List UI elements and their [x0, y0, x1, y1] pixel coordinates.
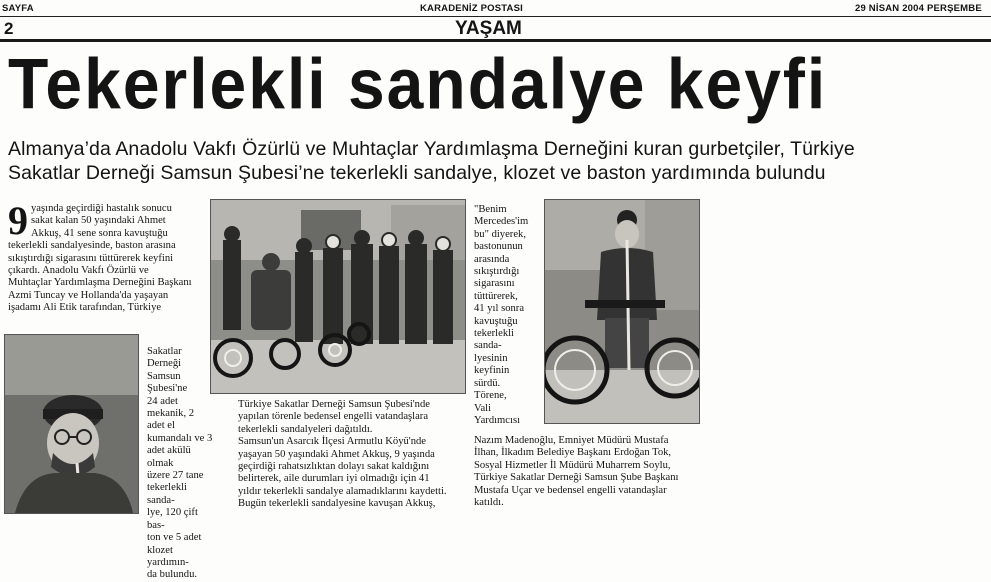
text-line: geçirdiği rahatsızlıktan dolayı sakat kaldığını: [238, 461, 430, 473]
column-1-narrow: [147, 346, 215, 582]
top-rule: [0, 16, 991, 17]
text-line: da bulundu.: [147, 569, 198, 581]
text-line: "Benim: [474, 204, 507, 215]
text-line: İlhan, İlkadım Belediye Başkanı Erdoğan Tok,: [474, 447, 672, 459]
text-line: katıldı.: [474, 497, 504, 509]
text-line: mekanik, 2: [147, 408, 195, 420]
issue-date: 29 NİSAN 2004 PERŞEMBE: [855, 3, 982, 14]
text-line: ton ve 5 adet: [147, 532, 202, 544]
text-line: adet el: [147, 420, 175, 432]
group-photo: [210, 199, 466, 394]
text-line: Türkiye Sakatlar Derneği Samsun Şubesi'nde: [238, 399, 430, 410]
text-line: Sosyal Hizmetler İl Müdürü Muharrem Soylu,: [474, 459, 671, 471]
text-line: arasında: [474, 253, 510, 265]
text-line: Şubesi'ne: [147, 383, 188, 395]
section-title: YAŞAM: [455, 18, 522, 39]
text-line: tekerlekli: [474, 328, 515, 340]
text-line: bu" diyerek,: [474, 228, 526, 240]
text-line: sanda-: [474, 340, 502, 352]
headline: Tekerlekli sandalye keyfi: [8, 43, 828, 124]
text-line: lye, 120 çift bas-: [147, 507, 198, 531]
text-line: tüttürerek,: [474, 290, 518, 302]
text-line: 41 yıl sonra: [474, 303, 525, 315]
column-1-top: [8, 198, 213, 315]
newspaper-name: KARADENİZ POSTASI: [420, 3, 523, 14]
text-line: 24 adet: [147, 395, 178, 407]
portrait-photo: [4, 334, 139, 514]
text-line: Sakatlar: [147, 346, 182, 357]
text-line: yaşında geçirdiği hastalık sonucu: [31, 203, 172, 214]
text-line: lyesinin: [474, 352, 508, 364]
column-3-narrow: [474, 204, 544, 427]
section-rule: [0, 39, 991, 42]
text-line: Samsun: [147, 370, 181, 382]
column-3-wide: [474, 435, 706, 509]
text-line: belirterek, aile durumları iyi olmadığı için 41: [238, 473, 430, 485]
text-line: tekerlekli sanda-: [147, 482, 188, 506]
deck-line-1: Almanya’da Anadolu Vakfı Özürlü ve Muhtaçlar Yardımlaşma Derneğini kuran gurbetçiler, Türkiye: [8, 138, 855, 160]
text-line: tekerlekli sandalyesinde, baston arasına: [8, 240, 176, 252]
text-line: Azmi Tuncay ve Hollanda'da yaşayan: [8, 289, 169, 301]
text-line: işadamı Ali Etik tarafından, Türkiye: [8, 302, 162, 314]
text-line: Törene,: [474, 390, 507, 402]
text-line: çıkardı. Anadolu Vakfı Özürlü ve: [8, 265, 149, 277]
text-line: Derneği: [147, 358, 182, 370]
text-line: Muhtaçlar Yardımlaşma Derneğini Başkanı: [8, 277, 192, 289]
text-line: yıldır tekerlekli sandalye alamadıklarını kaydetti.: [238, 485, 447, 497]
text-line: sıkıştırdığı: [474, 266, 520, 278]
text-line: sakat kalan 50 yaşındaki Ahmet: [31, 215, 166, 227]
text-line: Türkiye Sakatlar Derneği Samsun Şube Başkanı: [474, 472, 679, 484]
text-line: sigarasını: [474, 278, 515, 290]
text-line: Yardımcısı: [474, 414, 521, 426]
text-line: Mercedes'im: [474, 216, 529, 228]
text-line: Nazım Madenoğlu, Emniyet Müdürü Mustafa: [474, 435, 669, 446]
sayfa-label: SAYFA: [2, 3, 34, 14]
text-line: kumandalı ve 3: [147, 432, 213, 444]
text-line: Mustafa Uçar ve bedensel engelli vatandaşlar: [474, 484, 667, 496]
text-line: adet akülü olmak: [147, 445, 191, 469]
text-line: Akkuş, 41 sene sonra kavuştuğu: [31, 227, 168, 239]
page-number: 2: [4, 19, 14, 38]
text-line: tekerlekli sandalyeleri dağıtıldı.: [238, 423, 373, 435]
text-line: Samsun'un Asarcık İlçesi Armutlu Köyü'nde: [238, 436, 427, 448]
text-line: kavuştuğu: [474, 315, 518, 327]
drop-cap: 9: [8, 198, 28, 243]
text-line: keyfinin: [474, 365, 510, 377]
text-line: bastonunun: [474, 241, 523, 253]
wheelchair-photo: [544, 199, 700, 424]
text-line: yapılan törenle bedensel engelli vatandaşlara: [238, 411, 429, 423]
text-line: klozet yardımın-: [147, 544, 189, 568]
deck-line-2: Sakatlar Derneği Samsun Şubesi’ne tekerlekli sandalye, klozet ve baston yardımında bulundu: [8, 162, 826, 184]
text-line: sürdü.: [474, 377, 501, 389]
text-line: Vali: [474, 402, 492, 414]
text-line: sıkıştırdığı sigarasını tüttürerek keyfini: [8, 252, 174, 264]
column-2: [238, 399, 468, 511]
text-line: üzere 27 tane: [147, 470, 204, 482]
text-line: Bugün tekerlekli sandalyesine kavuşan Akkuş,: [238, 498, 436, 510]
text-line: yaşayan 50 yaşındaki Ahmet Akkuş, 9 yaşında: [238, 448, 435, 460]
